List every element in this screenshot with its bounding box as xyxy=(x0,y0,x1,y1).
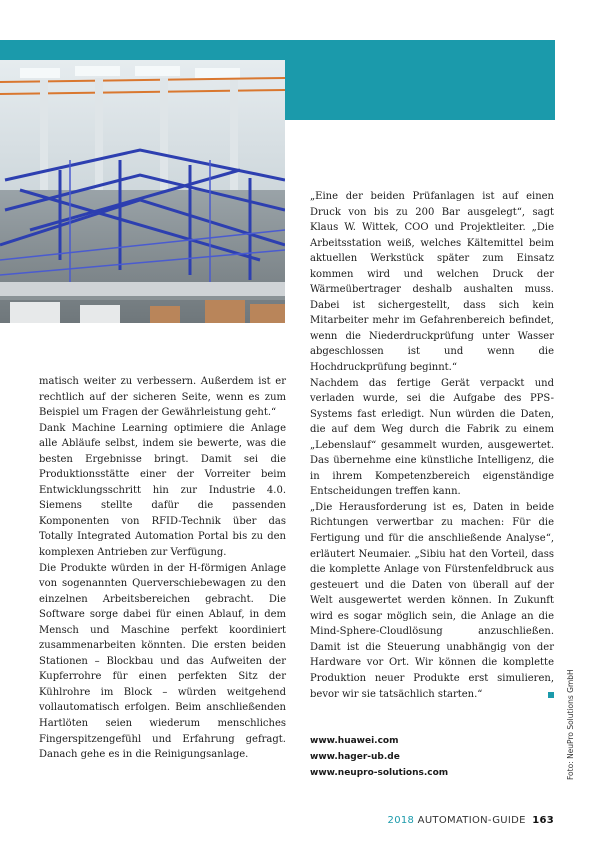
footer-publication: AUTOMATION-GUIDE xyxy=(417,815,526,826)
paragraph: „Eine der beiden Prüfanlagen ist auf einen Druck von bis zu 200 Bar ausgelegt“, sagt Klaus W. Wittek, COO und Projektleiter. „Die Arbeitsstation weiß, welches Kältemittel beim aktuellen Werkstück später zum Einsatz kommen wird und welchen Druck der Wärmeübertrager deshalb aushalten muss. Dabei ist sichergestellt, dass sich kein Mitarbeiter mehr im Gefahrenbereich befindet, wenn die Niederdruckprüfung unter Wasser abgeschlossen ist und wenn die Hochdruckprüfung beginnt.“ xyxy=(310,191,554,374)
paragraph: Nachdem das fertige Gerät verpackt und verladen wurde, sei die Aufgabe des PPS-Systems fast erledigt. Nun würden die Daten, die auf dem Weg durch die Fabrik zu einem „Lebenslauf“ gesammelt wurden, ausgewertet. Das übernehme eine künstliche Intelligenz, die in ihrem Kompetenzbereich eigenständige Entscheidungen treffen kann. xyxy=(310,377,554,498)
left-text-column xyxy=(39,374,286,763)
paragraph: matisch weiter zu verbessern. Außerdem ist er rechtlich auf der sicheren Seite, wenn es zum Beispiel um Fragen der Gewährleistung geht.“ xyxy=(39,376,286,419)
paragraph-last xyxy=(310,500,554,702)
photo-credit: Foto: NeuPro Solutions GmbH xyxy=(566,669,575,780)
link-huawei[interactable]: www.huawei.com xyxy=(310,736,399,746)
source-links xyxy=(310,733,554,781)
end-of-article-marker xyxy=(548,692,554,698)
paragraph: Die Produkte würden in der H-förmigen Anlage von sogenannten Querverschiebewagen zu den einzelnen Arbeitsbereichen gebracht. Die Software sorge dabei für einen Ablauf, in dem Mensch und Maschine perfekt koordiniert zusammenarbeiten könnten. Die ersten beiden Stationen – Blockbau und das Aufweiten der Kupferrohre für einen perfekten Sitz der Kühlrohre im Block – würden weitgehend vollautomatisch erfolgen. Beim anschließenden Hartlöten seien wiederum menschliches Fingerspitzengefühl und Erfahrung gefragt. Danach gehe es in die Reinigungsanlage. xyxy=(39,562,286,761)
paragraph: Dank Machine Learning optimiere die Anlage alle Abläufe selbst, indem sie bewerte, was die besten Ergebnisse bringt. Damit sei die Produktionsstätte einer der Vorreiter beim Entwicklungsschritt hin zur Industrie 4.0. Siemens stellte dafür die passenden Komponenten von RFID-Technik über das Totally Integrated Automation Portal bis zu den komplexen Antrieben zur Verfügung. xyxy=(39,422,286,559)
link-hager[interactable]: www.hager-ub.de xyxy=(310,752,400,762)
factory-illustration xyxy=(0,60,285,323)
link-neupro[interactable]: www.neupro-solutions.com xyxy=(310,768,449,778)
factory-photo xyxy=(0,60,285,323)
footer-year: 2018 xyxy=(387,815,415,826)
page-number: 163 xyxy=(532,815,554,826)
page-footer xyxy=(388,815,554,826)
paragraph-text: „Die Herausforderung ist es, Daten in beide Richtungen verwertbar zu machen: Für die Fertigung und für die anschließende Analyse“, erläutert Neumaier. „Sibiu hat den Vorteil, dass die komplette Anlage von Fürstenfeldbruck aus gesteuert und die Daten von überall auf der Welt ausgewertet werden können. In Zukunft wird es sogar möglich sein, die Anlage an die Mind-Sphere-Cloudlösung anzuschließen. Damit ist die Steuerung unabhängig von der Hardware vor Ort. Wir können die komplette Produktion neuer Produkte erst simulieren, bevor wir sie tatsächlich starten.“ xyxy=(310,501,554,700)
right-text-column xyxy=(310,189,554,702)
